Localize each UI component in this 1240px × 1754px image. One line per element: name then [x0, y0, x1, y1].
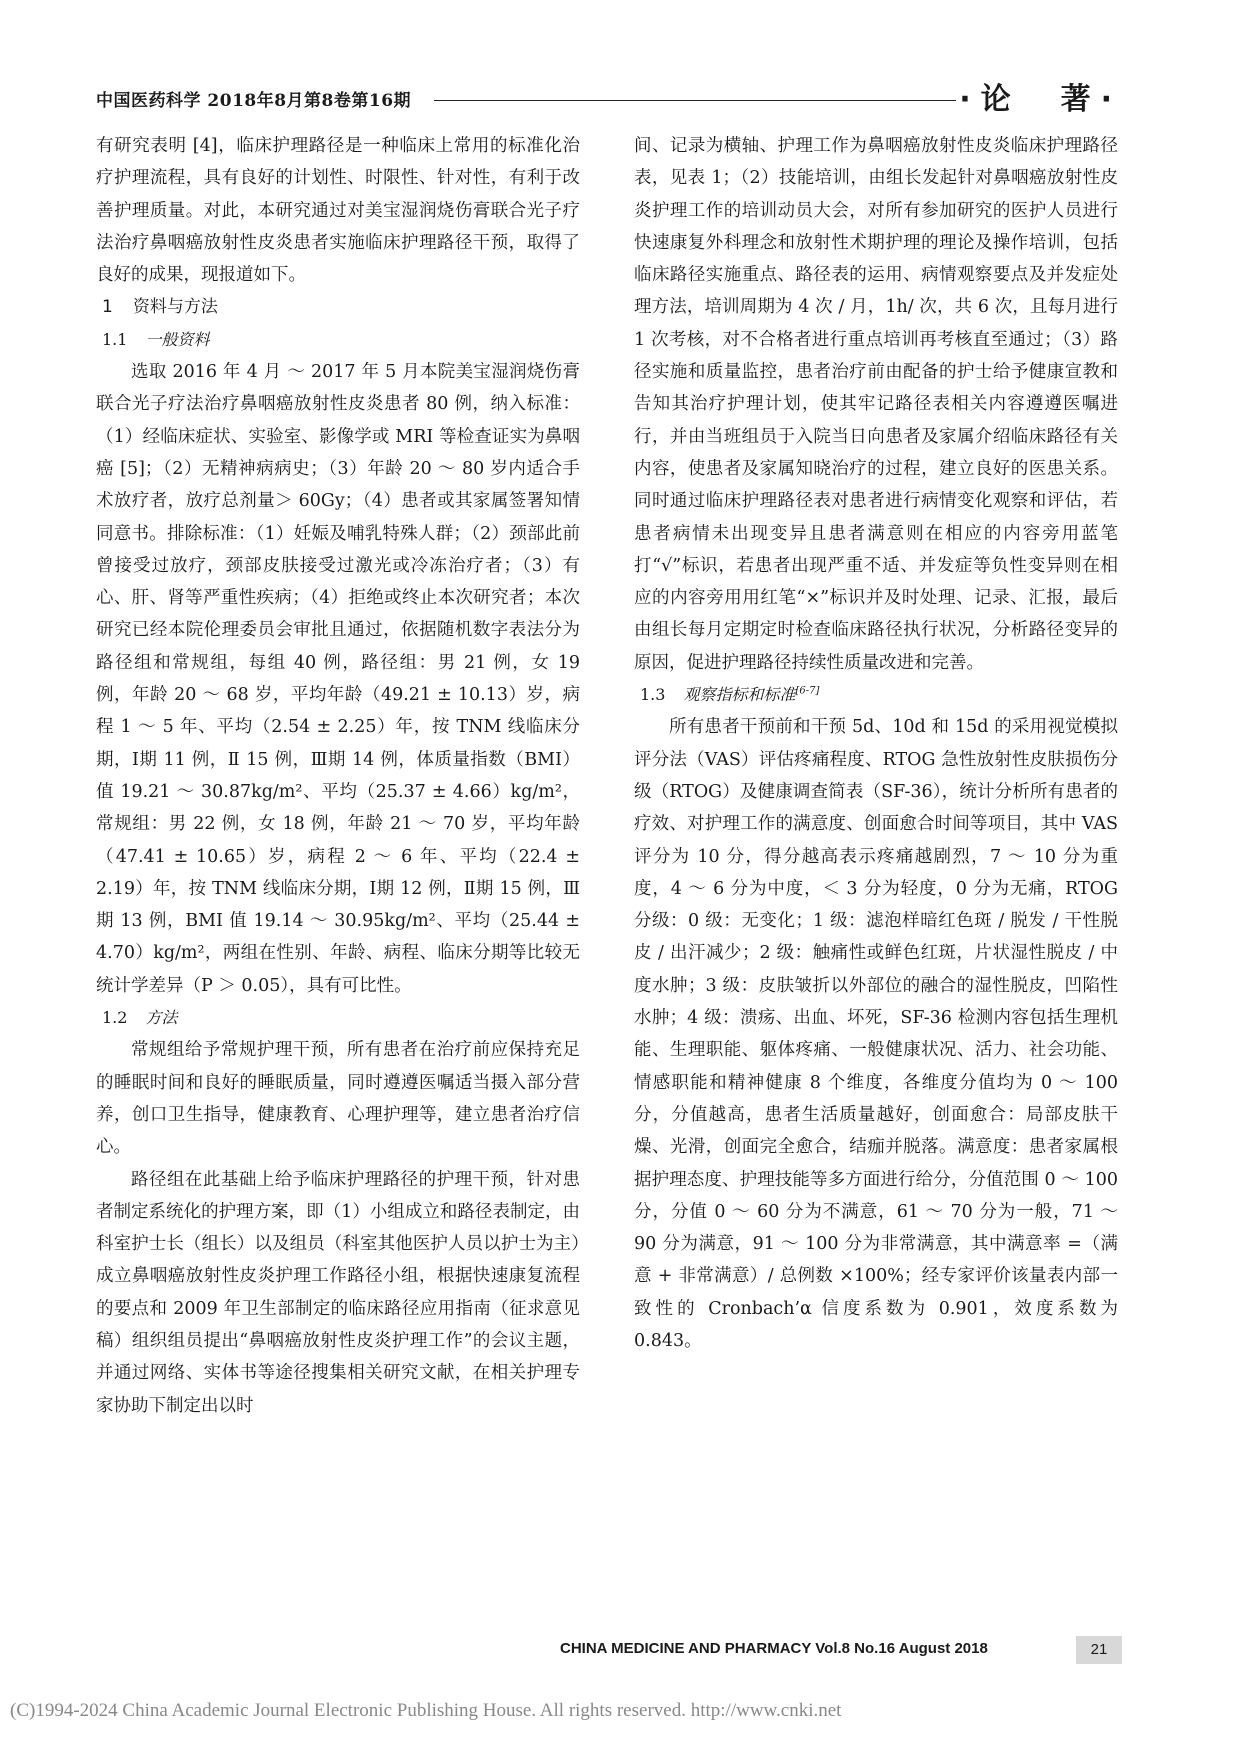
method-continued-paragraph: 间、记录为横轴、护理工作为鼻咽癌放射性皮炎临床护理路径表，见表 1；（2）技能培训，由组长发起针对鼻咽癌放射性皮炎护理工作的培训动员大会，对所有参加研究的医护人员进行快速康复外科理念和放射性术期护理的理论及操作培训，包括临床路径实施重点、路径表的运用、病情观察要点及并发症处理方法，培训周期为 4 次 / 月，1h/ 次，共 6 次，且每月进行 1 次考核，对不合格者进行重点培训再考核直至通过；（3）路径实施和质量监控，患者治疗前由配备的护士给予健康宣教和告知其治疗护理计划，使其牢记路径表相关内容遵遵医嘱进行，并由当班组员于入院当日向患者及家属介绍临床路径有关内容，使患者及家属知晓治疗的过程，建立良好的医患关系。同时通过临床护理路径表对患者进行病情变化观察和评估，若患者病情未出现变异且患者满意则在相应的内容旁用蓝笔打“√”标识，若患者出现严重不适、并发症等负性变异则在相应的内容旁用用红笔“×”标识并及时处理、记录、汇报，最后由组长每月定期定时检查临床路径执行状况，分析路径变异的原因，促进护理路径持续性质量改进和完善。 [634, 136, 1118, 673]
journal-english-title: CHINA MEDICINE AND PHARMACY Vol.8 No.16 August 2018 [560, 1640, 988, 1657]
copyright-notice: (C)1994-2024 China Academic Journal Electronic Publishing House. All rights reserved. http://www.cnki.net [10, 1700, 842, 1721]
left-column [96, 130, 580, 1422]
page-footer [560, 1636, 1122, 1666]
section-number: 1 [102, 297, 113, 318]
subsection-number: 1.1 [102, 329, 128, 349]
section-heading [96, 291, 580, 323]
subsection-number: 1.3 [640, 685, 666, 705]
subsection-heading-observation [634, 679, 1118, 711]
section-label: ·论 著· [959, 82, 1122, 117]
journal-title: 中国医药科学 2018年8月第8卷第16期 [96, 91, 412, 111]
header-rule [434, 100, 956, 101]
subsection-heading-general [96, 324, 580, 356]
subsection-title: 一般资料 [145, 329, 210, 349]
subsection-title: 观察指标和标准 [683, 685, 796, 705]
observation-paragraph: 所有患者干预前和干预 5d、10d 和 15d 的采用视觉模拟评分法（VAS）评估疼痛程度、RTOG 急性放射性皮肤损伤分级（RTOG）及健康调查简表（SF-36），统计分析所有患者的疗效、对护理工作的满意度、创面愈合时间等项目，其中 VAS 评分为 10 分，得分越高表示疼痛越剧烈，7 ～ 10 分为重度，4 ～ 6 分为中度，＜ 3 分为轻度，0 分为无痛，RTOG 分级：0 级：无变化；1 级：滤泡样暗红色斑 / 脱发 / 干性脱皮 / 出汗减少；2 级：触痛性或鲜色红斑，片状湿性脱皮 / 中度水肿；3 级：皮肤皱折以外部位的融合的湿性脱皮，凹陷性水肿；4 级：溃疡、出血、坏死，SF-36 检测内容包括生理机能、生理职能、躯体疼痛、一般健康状况、活力、社会功能、情感职能和精神健康 8 个维度，各维度分值均为 0 ～ 100 分，分值越高，患者生活质量越好，创面愈合：局部皮肤干燥、光滑，创面完全愈合，结痂并脱落。满意度：患者家属根据护理态度、护理技能等多方面进行给分，分值范围 0 ～ 100 分，分值 0 ～ 60 分为不满意，61 ～ 70 分为一般，71 ～ 90 分为满意，91 ～ 100 分为非常满意，其中满意率 =（满意 + 非常满意）/ 总例数 ×100%；经专家评价该量表内部一致性的 Cronbach’α 信度系数为 0.901，效度系数为 0.843。 [634, 717, 1118, 1351]
intro-paragraph: 有研究表明 [4]，临床护理路径是一种临床上常用的标准化治疗护理流程，具有良好的计划性、时限性、针对性，有利于改善护理质量。对此，本研究通过对美宝湿润烧伤膏联合光子疗法治疗鼻咽癌放射性皮炎患者实施临床护理路径干预，取得了良好的成果，现报道如下。 [96, 136, 580, 286]
subsection-number: 1.2 [102, 1008, 128, 1028]
right-column [634, 130, 1118, 1357]
method-paragraph-pathway: 路径组在此基础上给予临床护理路径的护理干预，针对患者制定系统化的护理方案，即（1）小组成立和路径表制定，由科室护士长（组长）以及组员（科室其他医护人员以护士为主）成立鼻咽癌放射性皮炎护理工作路径小组，根据快速康复流程的要点和 2009 年卫生部制定的临床路径应用指南（征求意见稿）组织组员提出“鼻咽癌放射性皮炎护理工作”的会议主题，并通过网络、实体书等途径搜集相关研究文献，在相关护理专家协助下制定出以时 [96, 1169, 580, 1416]
method-paragraph-routine: 常规组给予常规护理干预，所有患者在治疗前应保持充足的睡眠时间和良好的睡眠质量，同时遵遵医嘱适当摄入部分营养，创口卫生指导，健康教育、心理护理等，建立患者治疗信心。 [96, 1040, 580, 1158]
subsection-heading-method [96, 1002, 580, 1034]
general-data-paragraph: 选取 2016 年 4 月 ～ 2017 年 5 月本院美宝湿润烧伤膏联合光子疗法治疗鼻咽癌放射性皮炎患者 80 例，纳入标准：（1）经临床症状、实验室、影像学或 MRI 等检查证实为鼻咽癌 [5]；（2）无精神病病史；（3）年龄 20 ～ 80 岁内适合手术放疗者，放疗总剂量＞ 60Gy；（4）患者或其家属签署知情同意书。排除标准：（1）妊娠及哺乳特殊人群；（2）颈部此前曾接受过放疗，颈部皮肤接受过激光或冷冻治疗者；（3）有心、肝、肾等严重性疾病；（4）拒绝或终止本次研究者；本次研究已经本院伦理委员会审批且通过，依据随机数字表法分为路径组和常规组，每组 40 例，路径组：男 21 例，女 19 例，年龄 20 ～ 68 岁，平均年龄（49.21 ± 10.13）岁，病程 1 ～ 5 年、平均（2.54 ± 2.25）年，按 TNM 线临床分期，Ⅰ期 11 例，Ⅱ 15 例，Ⅲ期 14 例，体质量指数（BMI）值 19.21 ～ 30.87kg/m²、平均（25.37 ± 4.66）kg/m²，常规组：男 22 例，女 18 例，年龄 21 ～ 70 岁，平均年龄（47.41 ± 10.65）岁，病程 2 ～ 6 年、平均（22.4 ± 2.19）年，按 TNM 线临床分期，Ⅰ期 12 例，Ⅱ期 15 例，Ⅲ期 13 例，BMI 值 19.14 ～ 30.95kg/m²、平均（25.44 ± 4.70）kg/m²，两组在性别、年龄、病程、临床分期等比较无统计学差异（P ＞ 0.05），具有可比性。 [96, 362, 580, 996]
section-title: 资料与方法 [132, 297, 218, 318]
subsection-title: 方法 [145, 1008, 178, 1028]
reference-marker: [6-7] [795, 685, 820, 697]
page-header [96, 80, 1122, 120]
page-number: 21 [1076, 1636, 1122, 1664]
